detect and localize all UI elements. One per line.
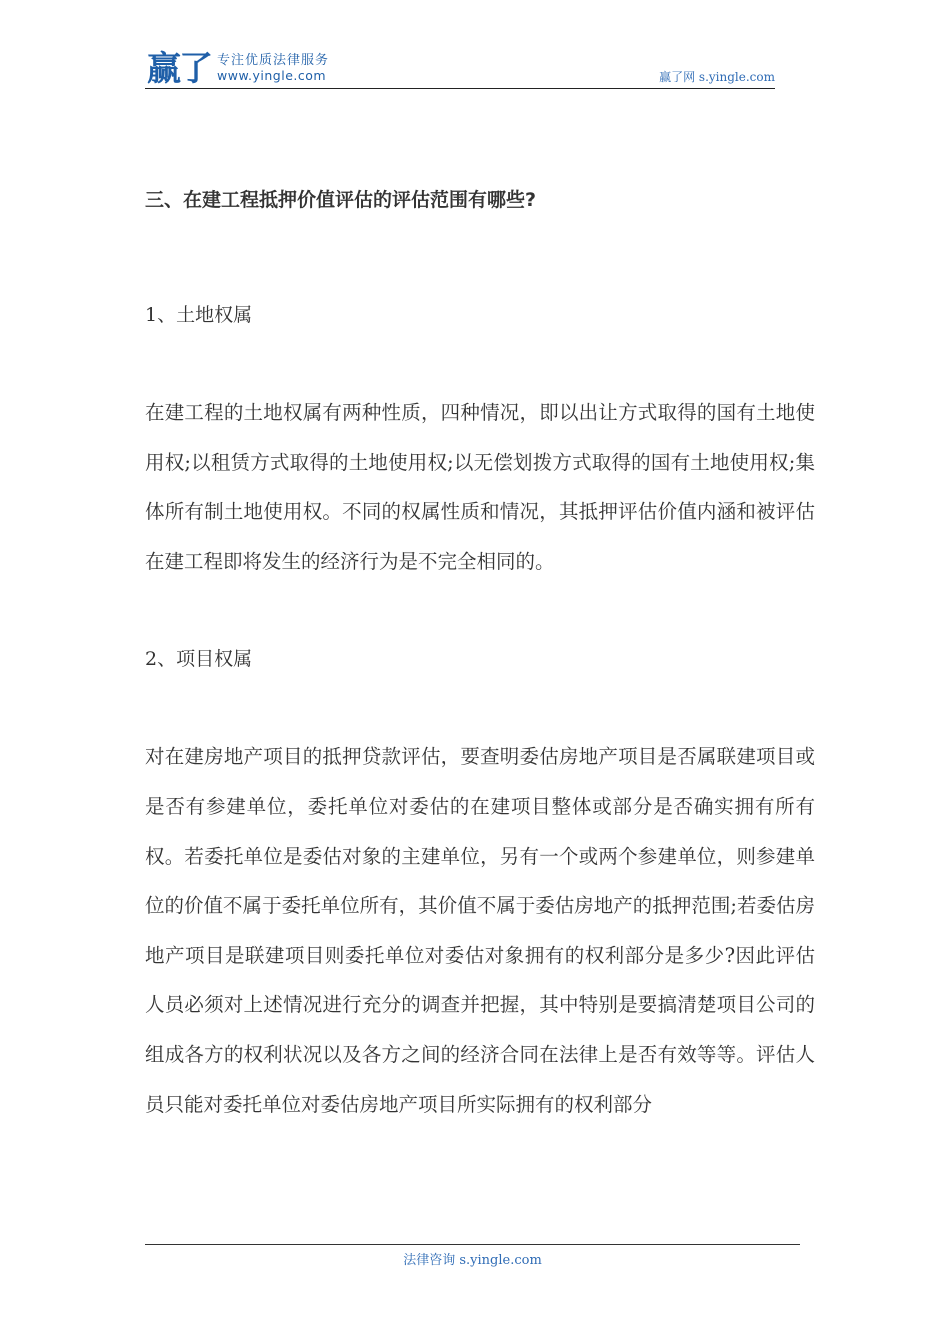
document-body [145, 175, 815, 1177]
page-footer [145, 1244, 800, 1268]
footer-link[interactable]: 法律咨询 s.yingle.com [403, 1253, 542, 1268]
header-site-link[interactable]: 赢了网 s.yingle.com [659, 70, 775, 84]
subsection-title-land-ownership: 1、土地权属 [145, 304, 253, 326]
page-header [145, 50, 775, 89]
paragraph-land-ownership: 在建工程的土地权属有两种性质，四种情况，即以出让方式取得的国有土地使用权;以租赁方式取得的土地使用权;以无偿划拨方式取得的国有土地使用权;集体所有制土地使用权。不同的权属性质和情况，其抵押评估价值内涵和被评估在建工程即将发生的经济行为是不完全相同的。 [145, 401, 815, 573]
subsection-title-project-ownership: 2、项目权属 [145, 648, 253, 671]
yingle-logo[interactable]: 赢了 [147, 49, 211, 89]
section-heading: 三、在建工程抵押价值评估的评估范围有哪些? [145, 189, 537, 211]
logo-text [217, 53, 329, 83]
logo-url[interactable]: www.yingle.com [217, 68, 327, 83]
paragraph-project-ownership: 对在建房地产项目的抵押贷款评估，要查明委估房地产项目是否属联建项目或是否有参建单位，委托单位对委估的在建项目整体或部分是否确实拥有所有权。若委托单位是委估对象的主建单位，另有一个或两个参建单位，则参建单位的价值不属于委托单位所有，其价值不属于委估房地产的抵押范围;若委估房地产项目是联建项目则委托单位对委估对象拥有的权利部分是多少?因此评估人员必须对上述情况进行充分的调查并把握，其中特别是要搞清楚项目公司的组成各方的权利状况以及各方之间的经济合同在法律上是否有效等等。评估人员只能对委托单位对委估房地产项目所实际拥有的权利部分 [145, 745, 815, 1116]
logo-slogan: 专注优质法律服务 [217, 53, 330, 68]
